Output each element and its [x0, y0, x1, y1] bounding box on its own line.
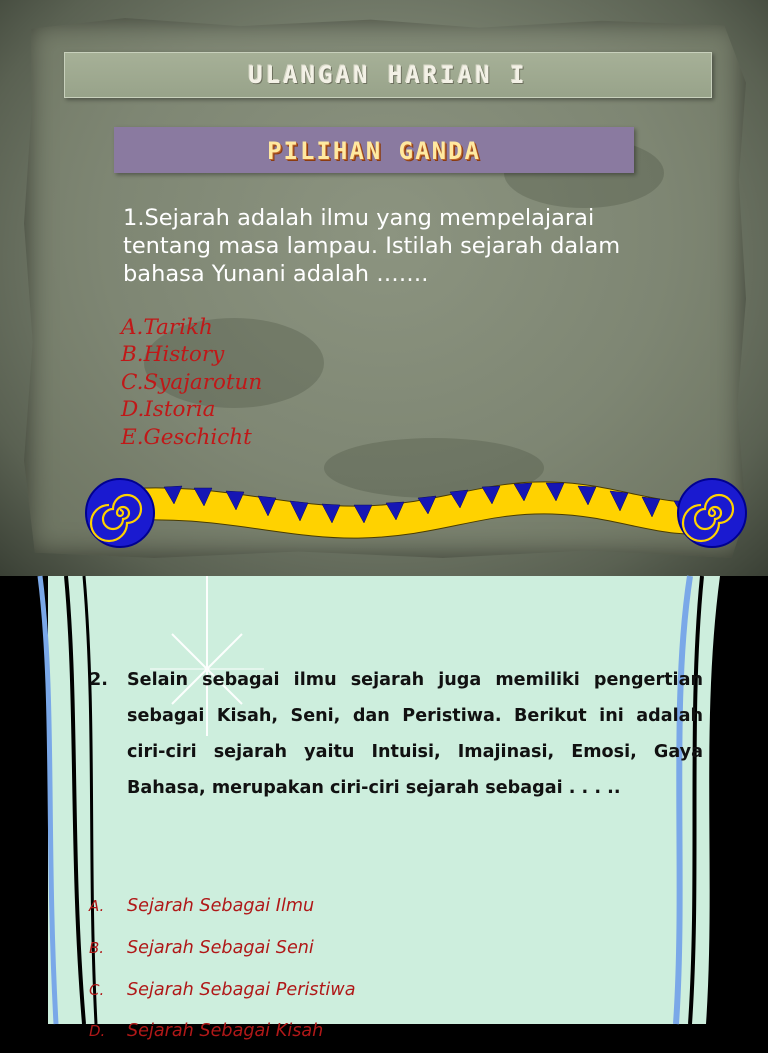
title-banner	[64, 52, 712, 98]
left-blue-curve	[40, 576, 56, 1024]
option-letter: D.	[89, 1022, 106, 1041]
option-c[interactable]	[89, 970, 355, 1012]
decorative-wave-border	[82, 470, 752, 558]
option-letter: B.	[89, 938, 105, 957]
option-c[interactable]: C.Syajarotun	[121, 369, 263, 395]
option-a[interactable]: A.Tarikh	[121, 315, 213, 340]
option-d[interactable]	[89, 1011, 355, 1053]
option-a[interactable]	[89, 886, 355, 928]
section-subtitle: PILIHAN GANDA	[267, 137, 481, 165]
option-letter: A.	[89, 897, 105, 915]
page-title: ULANGAN HARIAN I	[248, 61, 528, 89]
right-black-band	[706, 576, 768, 1024]
option-b[interactable]	[89, 928, 355, 970]
slide-2	[0, 576, 768, 1042]
left-black-curve	[66, 576, 84, 1024]
left-spiral-icon	[86, 479, 154, 547]
question-1-options	[121, 314, 262, 451]
question-2-number: 2.	[89, 670, 108, 690]
option-d[interactable]: D.Istoria	[121, 397, 216, 423]
question-2-options	[89, 886, 355, 1053]
question-2-text: Selain sebagai ilmu sejarah juga memiliki pengertian sebagai Kisah, Seni, dan Peristiwa. Berikut ini adalah ciri-ciri sejarah yaitu Intuisi, Imajinasi, Emosi, Gaya Bahasa, merupakan ciri-ciri sejarah sebagai . . . ..	[127, 670, 703, 798]
option-text: Sejarah Sebagai Kisah	[127, 1021, 324, 1042]
option-b[interactable]: B.History	[121, 342, 225, 368]
option-e[interactable]: E.Geschicht	[121, 424, 252, 450]
option-text: Sejarah Sebagai Peristiwa	[127, 979, 356, 1000]
subtitle-banner	[114, 127, 634, 173]
right-spiral-icon	[678, 479, 746, 547]
question-2	[89, 662, 703, 806]
option-letter: C.	[89, 980, 105, 999]
option-text: Sejarah Sebagai Ilmu	[127, 896, 315, 916]
question-1-text: 1.Sejarah adalah ilmu yang mempelajarai tentang masa lampau. Istilah sejarah dalam bahasa Yunani adalah …….	[123, 205, 621, 287]
option-text: Sejarah Sebagai Seni	[127, 937, 314, 958]
